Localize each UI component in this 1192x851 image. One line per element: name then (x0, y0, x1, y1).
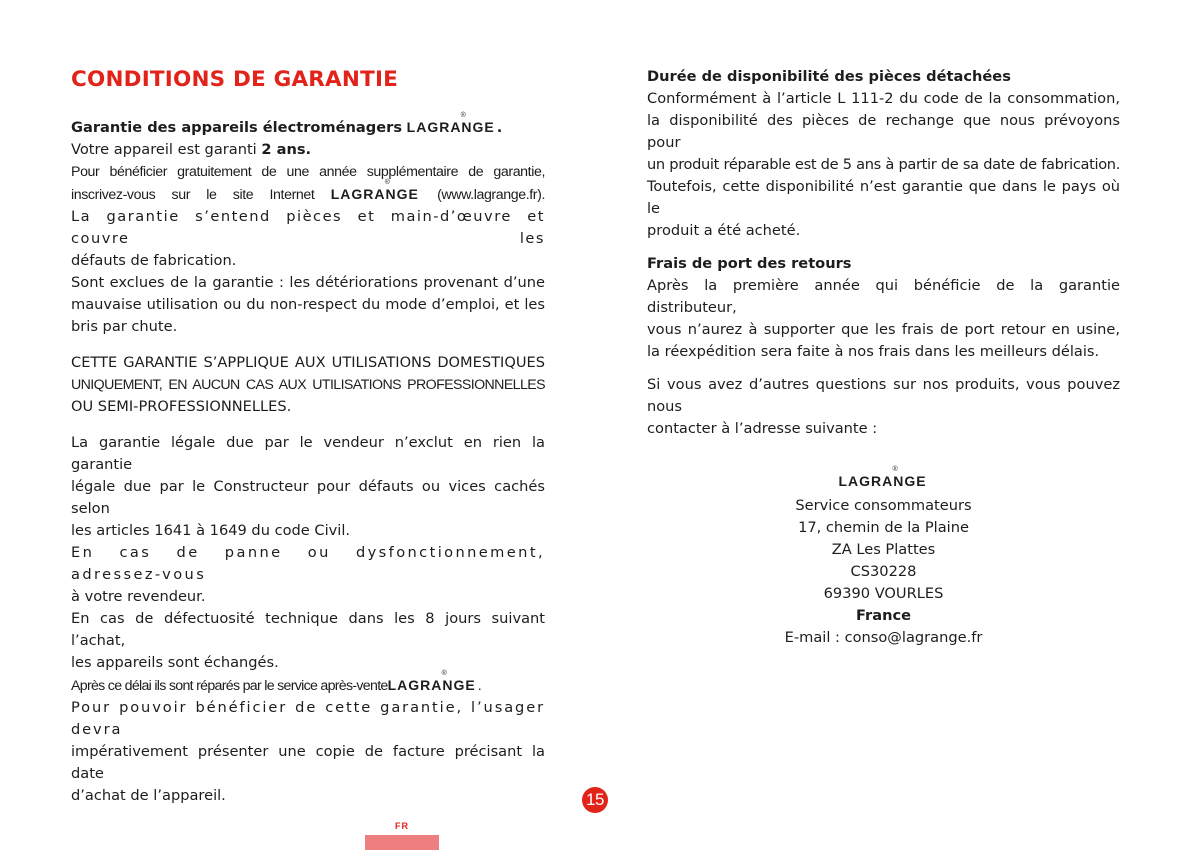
questions-line-1: Si vous avez d’autres questions sur nos produits, vous pouvez nous (647, 376, 1120, 415)
lagrange-logo (838, 466, 928, 490)
shipping-line-1: Après la première année qui bénéficie de la garantie distributeur, (647, 277, 1120, 316)
registered-mark: ® (384, 179, 390, 186)
spare-parts-heading: Durée de disponibilité des pièces détachées (647, 68, 1011, 85)
questions-line-2: contacter à l’adresse suivante : (647, 420, 878, 437)
warranty-heading-text: Garantie des appareils électroménagers (71, 119, 403, 136)
spare-parts-line-1: Conformément à l’article L 111-2 du code de la consommation, (647, 90, 1120, 107)
domestic-use-line-3: OU SEMI-PROFESSIONNELLES. (71, 398, 292, 415)
spare-parts-line-2: la disponibilité des pièces de rechange que nous prévoyons pour (647, 112, 1120, 151)
proof-line-2: impérativement présenter une copie de facture précisant la date (71, 743, 545, 782)
language-label: FR (395, 821, 409, 831)
shipping-line-2: vous n’aurez à supporter que les frais de port retour en usine, (647, 321, 1120, 338)
covers-line-1: La garantie s’entend pièces et main-d’œuvre et couvre les (71, 208, 545, 247)
exclusions-line-1: Sont exclues de la garantie : les détériorations provenant d’une (71, 274, 545, 291)
lagrange-logo (406, 112, 497, 138)
brand-text: LAGRANGE (838, 473, 927, 489)
guarantee-value: 2 ans. (261, 141, 312, 158)
proof-line-1: Pour pouvoir bénéficier de cette garantie, l’usager devra (71, 699, 545, 738)
heading-period: . (496, 119, 503, 136)
registered-mark: ® (441, 670, 447, 677)
lagrange-logo (330, 179, 421, 205)
contact-address (647, 466, 1120, 649)
page-title: CONDITIONS DE GARANTIE (71, 67, 399, 92)
defect-line-1: En cas de défectuosité technique dans les 8 jours suivant l’achat, (71, 610, 545, 649)
legal-line-3: les articles 1641 à 1649 du code Civil. (71, 522, 351, 539)
after-sales-line (71, 670, 545, 697)
defect-line-2: les appareils sont échangés. (71, 654, 279, 671)
covers-line-2: défauts de fabrication. (71, 252, 237, 269)
street-address: 17, chemin de la Plaine (798, 519, 969, 536)
shipping-line-3: la réexpédition sera faite à nos frais dans les meilleurs délais. (647, 343, 1100, 360)
guarantee-prefix: Votre appareil est garanti (71, 141, 262, 158)
left-column (71, 66, 545, 807)
legal-line-2: légale due par le Constructeur pour défauts ou vices cachés selon (71, 478, 545, 517)
domestic-use-line-2: UNIQUEMENT, EN AUCUN CAS AUX UTILISATIONS PROFESSIONNELLES (71, 377, 545, 393)
legal-line-1: La garantie légale due par le vendeur n’exclut en rien la garantie (71, 434, 545, 473)
country: France (855, 607, 912, 624)
page-number-badge: 15 (582, 787, 608, 813)
brand-text: LAGRANGE (406, 119, 495, 135)
contact-email[interactable]: E-mail : conso@lagrange.fr (784, 629, 983, 646)
proof-line-3: d’achat de l’appareil. (71, 787, 226, 804)
brand-text: LAGRANGE (330, 186, 419, 202)
guarantee-duration (71, 139, 545, 161)
registered-mark: ® (892, 466, 898, 473)
extra-year-line-1: Pour bénéficier gratuitement de une année supplémentaire de garantie, (71, 164, 545, 180)
extra-year-line-2 (71, 179, 545, 206)
cs-code: CS30228 (850, 563, 917, 580)
lagrange-logo (387, 670, 478, 696)
exclusions-line-2: mauvaise utilisation ou du non-respect du mode d’emploi, et les (71, 296, 545, 313)
city: 69390 VOURLES (823, 585, 944, 602)
breakdown-line-2: à votre revendeur. (71, 588, 206, 605)
registered-mark: ® (460, 112, 466, 119)
warranty-heading (71, 112, 545, 139)
spare-parts-line-3: un produit réparable est de 5 ans à partir de sa date de fabrication. (647, 156, 1120, 173)
domestic-use-line-1: CETTE GARANTIE S’APPLIQUE AUX UTILISATIONS DOMESTIQUES (71, 354, 545, 371)
breakdown-line-1: En cas de panne ou dysfonctionnement, adressez-vous (71, 544, 545, 583)
brand-text: LAGRANGE (387, 677, 476, 693)
website-url: (www.lagrange.fr). (420, 187, 545, 203)
service-name: Service consommateurs (795, 497, 972, 514)
shipping-heading: Frais de port des retours (647, 255, 852, 272)
exclusions-line-3: bris par chute. (71, 318, 178, 335)
contact-brand (647, 466, 1120, 491)
spare-parts-line-5: produit a été acheté. (647, 222, 801, 239)
zone: ZA Les Plattes (831, 541, 936, 558)
spare-parts-line-4: Toutefois, cette disponibilité n’est garantie que dans le pays où le (647, 178, 1120, 217)
right-column (647, 66, 1120, 649)
language-tab-bar (365, 835, 439, 850)
extra-year-prefix: inscrivez-vous sur le site Internet (71, 187, 315, 203)
after-sales-period: . (477, 678, 481, 694)
after-sales-text: Après ce délai ils sont réparés par le service après-vente (71, 678, 388, 694)
